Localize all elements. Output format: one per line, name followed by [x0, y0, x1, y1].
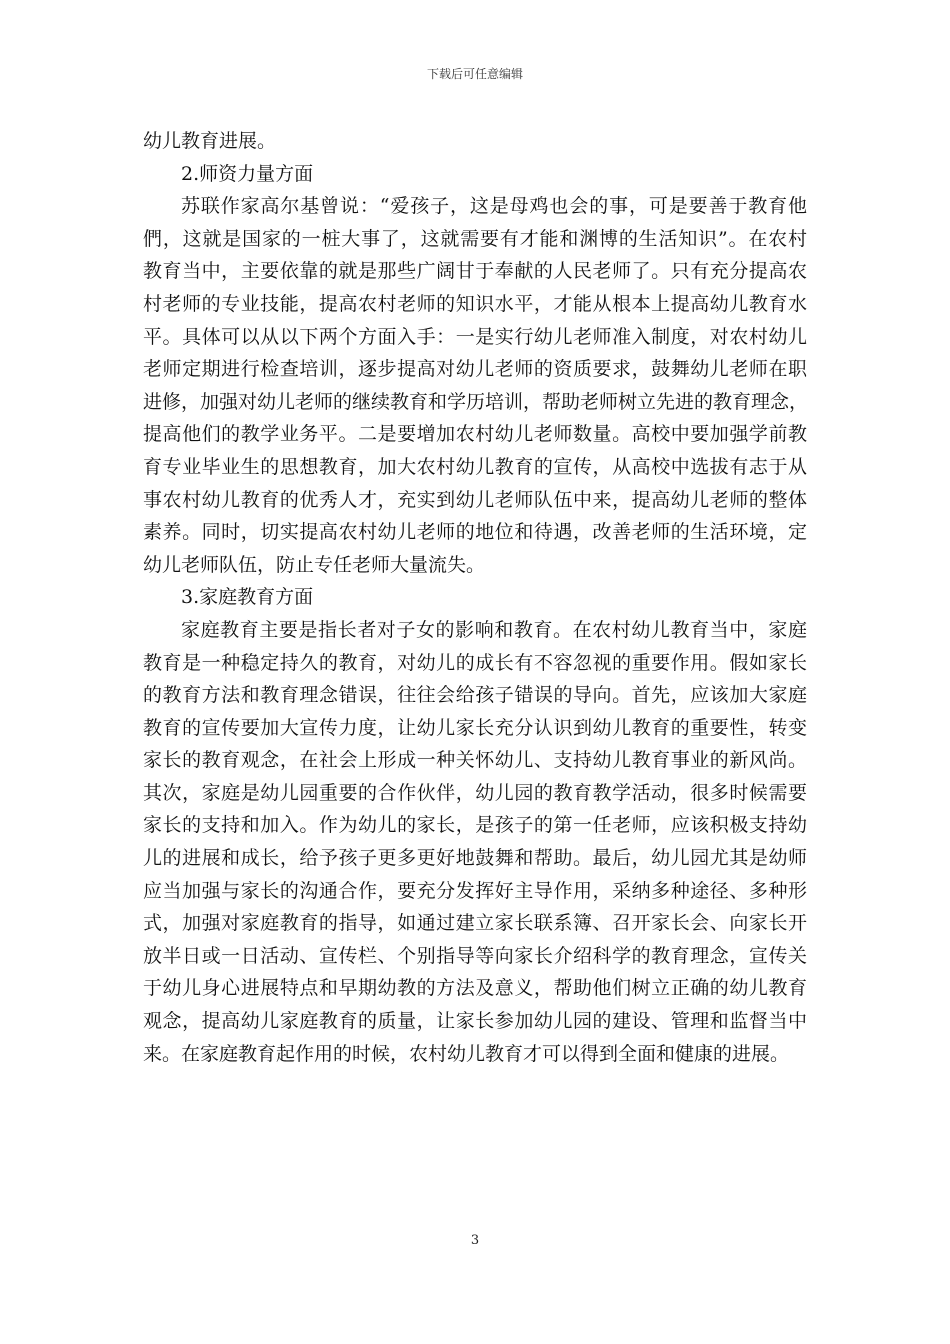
paragraph-line: 平。具体可以从以下两个方面入手：一是实行幼儿老师准入制度，对农村幼儿 — [143, 325, 807, 348]
paragraph-line: 幼儿教育进展。 — [143, 130, 277, 152]
paragraph-line: 幼儿老师队伍，防止专任老师大量流失。 — [143, 553, 486, 576]
paragraph-line: 教育当中，主要依靠的就是那些广阔甘于奉献的人民老师了。只有充分提高农 — [143, 260, 807, 283]
section-heading: 3.家庭教育方面 — [181, 586, 314, 609]
paragraph-line: 家长的支持和加入。作为幼儿的家长，是孩子的第一任老师，应该积极支持幼 — [143, 814, 807, 837]
paragraph-line: 素养。同时，切实提高农村幼儿老师的地位和待遇，改善老师的生活环境，定 — [143, 521, 807, 544]
paragraph-line: 事农村幼儿教育的优秀人才，充实到幼儿老师队伍中来，提高幼儿老师的整体 — [143, 488, 807, 511]
paragraph-line: 进修，加强对幼儿老师的继续教育和学历培训，帮助老师树立先进的教育理念， — [143, 390, 809, 413]
paragraph-line: 其次，家庭是幼儿园重要的合作伙伴，幼儿园的教育教学活动，很多时候需要 — [143, 781, 807, 804]
paragraph-line: 式，加强对家庭教育的指导，如通过建立家长联系簿、召开家长会、向家长开 — [143, 912, 807, 935]
page-header: 下载后可任意编辑 — [426, 67, 523, 81]
paragraph-line: 教育是一种稳定持久的教育，对幼儿的成长有不容忽视的重要作用。假如家长 — [143, 651, 807, 674]
paragraph-line: 們，这就是国家的一桩大事了，这就需要有才能和渊博的生活知识”。在农村 — [143, 227, 807, 250]
paragraph-line: 提高他们的教学业务平。二是要增加农村幼儿老师数量。高校中要加强学前教 — [143, 423, 807, 446]
paragraph-line: 育专业毕业生的思想教育，加大农村幼儿教育的宣传，从高校中选拔有志于从 — [143, 455, 807, 478]
document-body — [143, 125, 807, 1070]
paragraph-line: 儿的进展和成长，给予孩子更多更好地鼓舞和帮助。最后，幼儿园尤其是幼师 — [143, 847, 807, 870]
paragraph-line: 来。在家庭教育起作用的时候，农村幼儿教育才可以得到全面和健康的进展。 — [143, 1042, 790, 1065]
paragraph-line: 应当加强与家长的沟通合作，要充分发挥好主导作用，采纳多种途径、多种形 — [143, 879, 807, 902]
paragraph-line: 老师定期进行检查培训，逐步提高对幼儿老师的资质要求，鼓舞幼儿老师在职 — [143, 358, 807, 381]
paragraph-line: 观念，提高幼儿家庭教育的质量，让家长参加幼儿园的建设、管理和监督当中 — [143, 1010, 807, 1033]
page-number: 3 — [470, 1233, 480, 1248]
paragraph-line: 苏联作家高尔基曾说：“爱孩子，这是母鸡也会的事，可是要善于教育他 — [181, 195, 807, 218]
paragraph-line: 家长的教育观念，在社会上形成一种关怀幼儿、支持幼儿教育事业的新风尚。 — [143, 749, 807, 772]
paragraph-line: 家庭教育主要是指长者对子女的影响和教育。在农村幼儿教育当中，家庭 — [181, 618, 807, 641]
paragraph-line: 于幼儿身心进展特点和早期幼教的方法及意义，帮助他们树立正确的幼儿教育 — [143, 977, 807, 1000]
paragraph-line: 教育的宣传要加大宣传力度，让幼儿家长充分认识到幼儿教育的重要性，转变 — [143, 716, 807, 739]
paragraph-line: 村老师的专业技能，提高农村老师的知识水平，才能从根本上提高幼儿教育水 — [143, 292, 807, 315]
section-heading: 2.师资力量方面 — [181, 162, 314, 185]
paragraph-line: 放半日或一日活动、宣传栏、个别指导等向家长介绍科学的教育理念，宣传关 — [143, 944, 807, 967]
paragraph-line: 的教育方法和教育理念错误，往往会给孩子错误的导向。首先，应该加大家庭 — [143, 684, 807, 707]
